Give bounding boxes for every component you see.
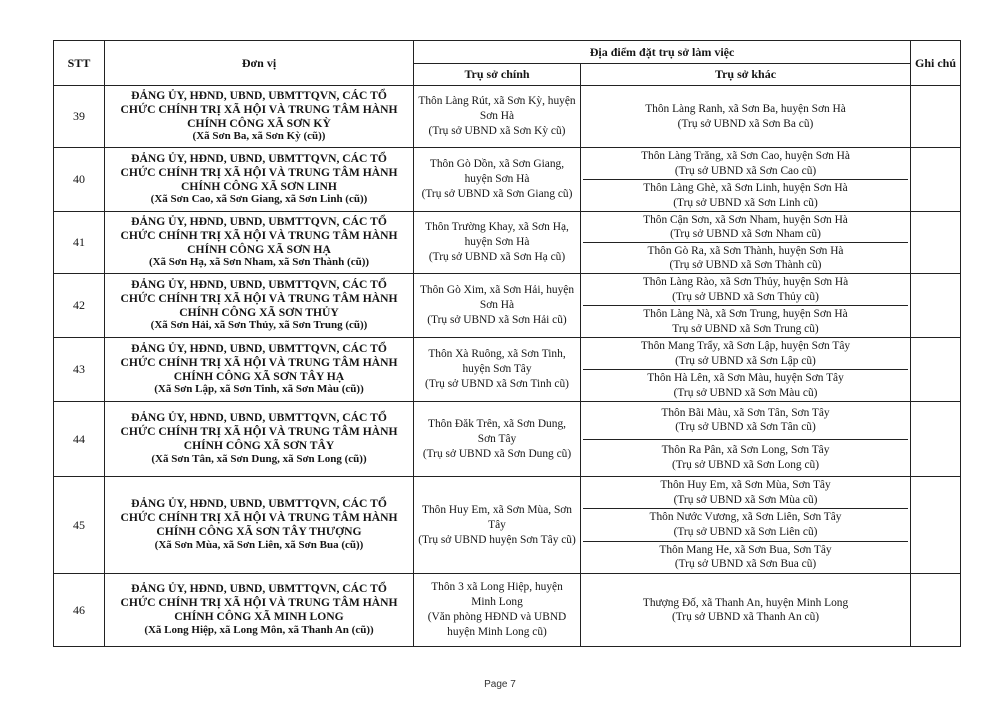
other-office-line: (Trụ sở UBND xã Sơn Lập cũ) (675, 354, 816, 367)
other-office (583, 574, 908, 646)
header-location: Địa điểm đặt trụ sở làm việc (414, 41, 911, 64)
row-other-offices (581, 402, 911, 477)
row-stt: 41 (54, 212, 105, 274)
other-office-line: Thôn Hà Lên, xã Sơn Màu, huyện Sơn Tây (647, 372, 844, 384)
row-unit (105, 338, 414, 402)
row-note (911, 86, 961, 148)
unit-name-line: CHỨC CHÍNH TRỊ XÃ HỘI VÀ TRUNG TÂM HÀNH (120, 596, 398, 610)
main-office-line: (Trụ sở UBND huyện Sơn Tây cũ) (418, 533, 576, 546)
header-stt: STT (54, 41, 105, 86)
unit-name-line: CHỨC CHÍNH TRỊ XÃ HỘI VÀ TRUNG TÂM HÀNH (120, 355, 398, 369)
main-office-line: Thôn Gò Dồn, xã Sơn Giang, (429, 158, 565, 170)
main-office-line: (Trụ sở UBND xã Sơn Hạ cũ) (428, 251, 566, 263)
unit-name-line: CHÍNH CÔNG XÃ SƠN THỦY (179, 305, 339, 319)
unit-former-communes: (Xã Sơn Cao, xã Sơn Giang, xã Sơn Linh (cũ)) (150, 193, 368, 206)
unit-name-line: CHỨC CHÍNH TRỊ XÃ HỘI VÀ TRUNG TÂM HÀNH (120, 291, 398, 305)
unit-name-line: ĐẢNG ỦY, HĐND, UBND, UBMTTQVN, CÁC TỔ (131, 88, 387, 102)
other-office-line: Thôn Gò Ra, xã Sơn Thành, huyện Sơn Hà (647, 244, 844, 257)
unit-name-line: CHÍNH CÔNG XÃ SƠN TÂY HẠ (173, 369, 345, 383)
main-office-line: Thôn Làng Rút, xã Sơn Kỳ, huyện (418, 95, 576, 107)
main-office-line: huyện Sơn Tây (462, 363, 532, 375)
unit-name-line: CHÍNH CÔNG XÃ SƠN TÂY THƯỢNG (156, 525, 362, 538)
main-office-line: (Trụ sở UBND xã Sơn Dung cũ) (422, 447, 572, 460)
main-office-line: (Trụ sở UBND xã Sơn Giang cũ) (421, 188, 573, 200)
unit-former-communes: (Xã Sơn Hải, xã Sơn Thủy, xã Sơn Trung (cũ)) (150, 319, 368, 332)
row-main-office (414, 574, 581, 647)
other-office-line: Thôn Làng Ranh, xã Sơn Ba, huyện Sơn Hà (645, 103, 846, 115)
other-office-line: Thôn Huy Em, xã Sơn Mùa, Sơn Tây (660, 479, 831, 492)
row-note (911, 402, 961, 477)
other-office-line: Thôn Làng Ghè, xã Sơn Linh, huyện Sơn Hà (643, 182, 848, 194)
table-row (54, 148, 961, 212)
row-unit (105, 402, 414, 477)
main-office-line: (Trụ sở UBND xã Sơn Tinh cũ) (425, 378, 569, 390)
row-unit (105, 477, 414, 574)
unit-name-line: CHÍNH CÔNG XÃ SƠN LINH (181, 179, 337, 193)
unit-former-communes: (Xã Long Hiệp, xã Long Môn, xã Thanh An (cũ)) (144, 623, 374, 636)
row-unit (105, 274, 414, 338)
row-main-office (414, 274, 581, 338)
table-row (54, 338, 961, 402)
other-office-line: (Trụ sở UBND xã Sơn Long cũ) (671, 458, 820, 471)
row-stt: 42 (54, 274, 105, 338)
other-office-line: (Trụ sở UBND xã Sơn Linh cũ) (673, 196, 818, 209)
other-office-line: (Trụ sở UBND xã Sơn Ba cũ) (677, 117, 814, 130)
other-office-line: (Trụ sở UBND xã Sơn Mùa cũ) (673, 493, 818, 506)
row-stt: 39 (54, 86, 105, 148)
unit-former-communes: (Xã Sơn Mùa, xã Sơn Liên, xã Sơn Bua (cũ)) (154, 538, 364, 551)
row-stt: 40 (54, 148, 105, 212)
row-other-offices (581, 148, 911, 212)
other-office (583, 477, 908, 509)
other-office-line: (Trụ sở UBND xã Sơn Màu cũ) (673, 386, 818, 399)
other-office (583, 274, 908, 306)
other-office-line: (Trụ sở UBND xã Sơn Nham cũ) (670, 228, 821, 240)
row-other-offices (581, 274, 911, 338)
unit-name-line: ĐẢNG ỦY, HĐND, UBND, UBMTTQVN, CÁC TỔ (131, 277, 387, 291)
other-office (583, 212, 908, 243)
row-stt: 43 (54, 338, 105, 402)
table-row (54, 212, 961, 274)
other-office-line: Thôn Cận Sơn, xã Sơn Nham, huyện Sơn Hà (643, 213, 848, 226)
main-office-line: Thôn 3 xã Long Hiệp, huyện (431, 581, 563, 593)
row-main-office (414, 86, 581, 148)
other-office-line: (Trụ sở UBND xã Sơn Thành cũ) (669, 259, 822, 271)
unit-name-line: CHÍNH CÔNG XÃ SƠN TÂY (183, 439, 335, 452)
header-main-office: Trụ sở chính (414, 64, 581, 86)
main-office-line: Sơn Tây (477, 432, 517, 445)
row-other-offices (581, 212, 911, 274)
other-office-line: (Trụ sở UBND xã Sơn Liên cũ) (673, 525, 818, 538)
unit-name-line: CHÍNH CÔNG XÃ SƠN HẠ (187, 242, 331, 256)
unit-name-line: CHÍNH CÔNG XÃ MINH LONG (174, 610, 344, 623)
other-office (583, 306, 908, 337)
unit-name-line: ĐẢNG ỦY, HĐND, UBND, UBMTTQVN, CÁC TỔ (131, 341, 387, 355)
other-office (583, 542, 908, 573)
other-office (583, 338, 908, 370)
unit-former-communes: (Xã Sơn Ba, xã Sơn Kỳ (cũ)) (192, 130, 326, 143)
row-main-office (414, 402, 581, 477)
unit-name-line: CHỨC CHÍNH TRỊ XÃ HỘI VÀ TRUNG TÂM HÀNH (120, 511, 398, 525)
unit-name-line: CHÍNH CÔNG XÃ SƠN KỲ (187, 116, 331, 130)
table-body (54, 86, 961, 647)
row-main-office (414, 212, 581, 274)
main-office-line: Thôn Gò Xim, xã Sơn Hải, huyện (419, 284, 575, 296)
header-other-offices: Trụ sở khác (581, 64, 911, 86)
table-row (54, 86, 961, 148)
main-office-line: Minh Long (471, 596, 523, 608)
header-unit: Đơn vị (105, 41, 414, 86)
row-main-office (414, 477, 581, 574)
row-note (911, 477, 961, 574)
unit-name-line: ĐẢNG ỦY, HĐND, UBND, UBMTTQVN, CÁC TỔ (131, 151, 387, 165)
other-office-line: Thượng Đố, xã Thanh An, huyện Minh Long (642, 596, 849, 609)
unit-name-line: ĐẢNG ỦY, HĐND, UBND, UBMTTQVN, CÁC TỔ (131, 582, 387, 596)
main-office-line: Thôn Trường Khay, xã Sơn Hạ, (425, 221, 569, 233)
other-office-line: Trụ sở UBND xã Sơn Trung cũ) (672, 322, 819, 335)
row-unit (105, 86, 414, 148)
row-other-offices (581, 574, 911, 647)
main-office-line: (Trụ sở UBND xã Sơn Hải cũ) (427, 314, 567, 326)
other-office (583, 86, 908, 147)
unit-name-line: CHỨC CHÍNH TRỊ XÃ HỘI VÀ TRUNG TÂM HÀNH (120, 228, 398, 242)
unit-name-line: CHỨC CHÍNH TRỊ XÃ HỘI VÀ TRUNG TÂM HÀNH (120, 425, 398, 439)
unit-former-communes: (Xã Sơn Hạ, xã Sơn Nham, xã Sơn Thành (cũ)) (148, 256, 370, 269)
main-office-line: Sơn Hà (479, 110, 515, 122)
other-office-line: (Trụ sở UBND xã Sơn Tân cũ) (675, 421, 816, 434)
other-office-line: Thôn Bãi Màu, xã Sơn Tân, Sơn Tây (661, 406, 830, 419)
other-office (583, 440, 908, 477)
main-office-line: Thôn Xà Ruông, xã Sơn Tinh, (428, 348, 566, 360)
unit-former-communes: (Xã Sơn Lập, xã Sơn Tinh, xã Sơn Màu (cũ)) (154, 383, 364, 396)
other-office-line: (Trụ sở UBND xã Sơn Bua cũ) (674, 558, 817, 571)
row-other-offices (581, 338, 911, 402)
unit-name-line: ĐẢNG ỦY, HĐND, UBND, UBMTTQVN, CÁC TỔ (131, 214, 387, 228)
other-office-line: Thôn Làng Rào, xã Sơn Thủy, huyện Sơn Hà (642, 276, 849, 288)
main-office-line: (Văn phòng HĐND và UBND (427, 611, 567, 623)
row-stt: 45 (54, 477, 105, 574)
row-main-office (414, 148, 581, 212)
other-office-line: Thôn Nước Vương, xã Sơn Liên, Sơn Tây (649, 511, 842, 524)
other-office (583, 509, 908, 541)
other-office-line: (Trụ sở UBND xã Sơn Thủy cũ) (672, 290, 819, 303)
main-office-line: huyện Minh Long cũ) (447, 626, 547, 638)
unit-former-communes: (Xã Sơn Tân, xã Sơn Dung, xã Sơn Long (cũ)) (151, 452, 367, 465)
row-note (911, 338, 961, 402)
other-office (583, 402, 908, 440)
other-office-line: Thôn Ra Pân, xã Sơn Long, Sơn Tây (661, 444, 830, 457)
other-office-line: Thôn Làng Trăng, xã Sơn Cao, huyện Sơn Hà (641, 150, 850, 162)
main-office-line: Sơn Hà (479, 299, 515, 311)
row-note (911, 274, 961, 338)
table-row (54, 402, 961, 477)
office-locations-table (53, 40, 961, 647)
row-main-office (414, 338, 581, 402)
other-office (583, 243, 908, 273)
main-office-line: huyện Sơn Hà (464, 173, 530, 185)
main-office-line: huyện Sơn Hà (464, 236, 530, 248)
other-office-line: Thôn Mang He, xã Sơn Bua, Sơn Tây (659, 543, 832, 556)
row-note (911, 148, 961, 212)
row-note (911, 212, 961, 274)
unit-name-line: CHỨC CHÍNH TRỊ XÃ HỘI VÀ TRUNG TÂM HÀNH (120, 102, 398, 116)
unit-name-line: CHỨC CHÍNH TRỊ XÃ HỘI VÀ TRUNG TÂM HÀNH (120, 165, 398, 179)
row-other-offices (581, 477, 911, 574)
row-other-offices (581, 86, 911, 148)
row-unit (105, 574, 414, 647)
header-note: Ghi chú (911, 41, 961, 86)
row-note (911, 574, 961, 647)
other-office-line: (Trụ sở UBND xã Thanh An cũ) (671, 611, 820, 623)
table-row (54, 574, 961, 647)
other-office-line: (Trụ sở UBND xã Sơn Cao cũ) (674, 164, 817, 177)
other-office (583, 148, 908, 180)
row-stt: 46 (54, 574, 105, 647)
table-row (54, 477, 961, 574)
unit-name-line: ĐẢNG ỦY, HĐND, UBND, UBMTTQVN, CÁC TỔ (131, 497, 387, 511)
table-row (54, 274, 961, 338)
main-office-line: (Trụ sở UBND xã Sơn Kỳ cũ) (428, 125, 566, 137)
other-office (583, 180, 908, 211)
main-office-line: Tây (488, 518, 506, 531)
other-office (583, 370, 908, 401)
other-office-line: Thôn Làng Nà, xã Sơn Trung, huyện Sơn Hà (643, 308, 848, 320)
page-number: Page 7 (484, 679, 516, 690)
main-office-line: Thôn Đăk Trên, xã Sơn Dung, (428, 417, 566, 430)
main-office-line: Thôn Huy Em, xã Sơn Mùa, Sơn (422, 503, 572, 516)
row-stt: 44 (54, 402, 105, 477)
row-unit (105, 148, 414, 212)
other-office-line: Thôn Mang Trẩy, xã Sơn Lập, huyện Sơn Tây (640, 340, 851, 352)
unit-name-line: ĐẢNG ỦY, HĐND, UBND, UBMTTQVN, CÁC TỔ (131, 411, 387, 425)
row-unit (105, 212, 414, 274)
